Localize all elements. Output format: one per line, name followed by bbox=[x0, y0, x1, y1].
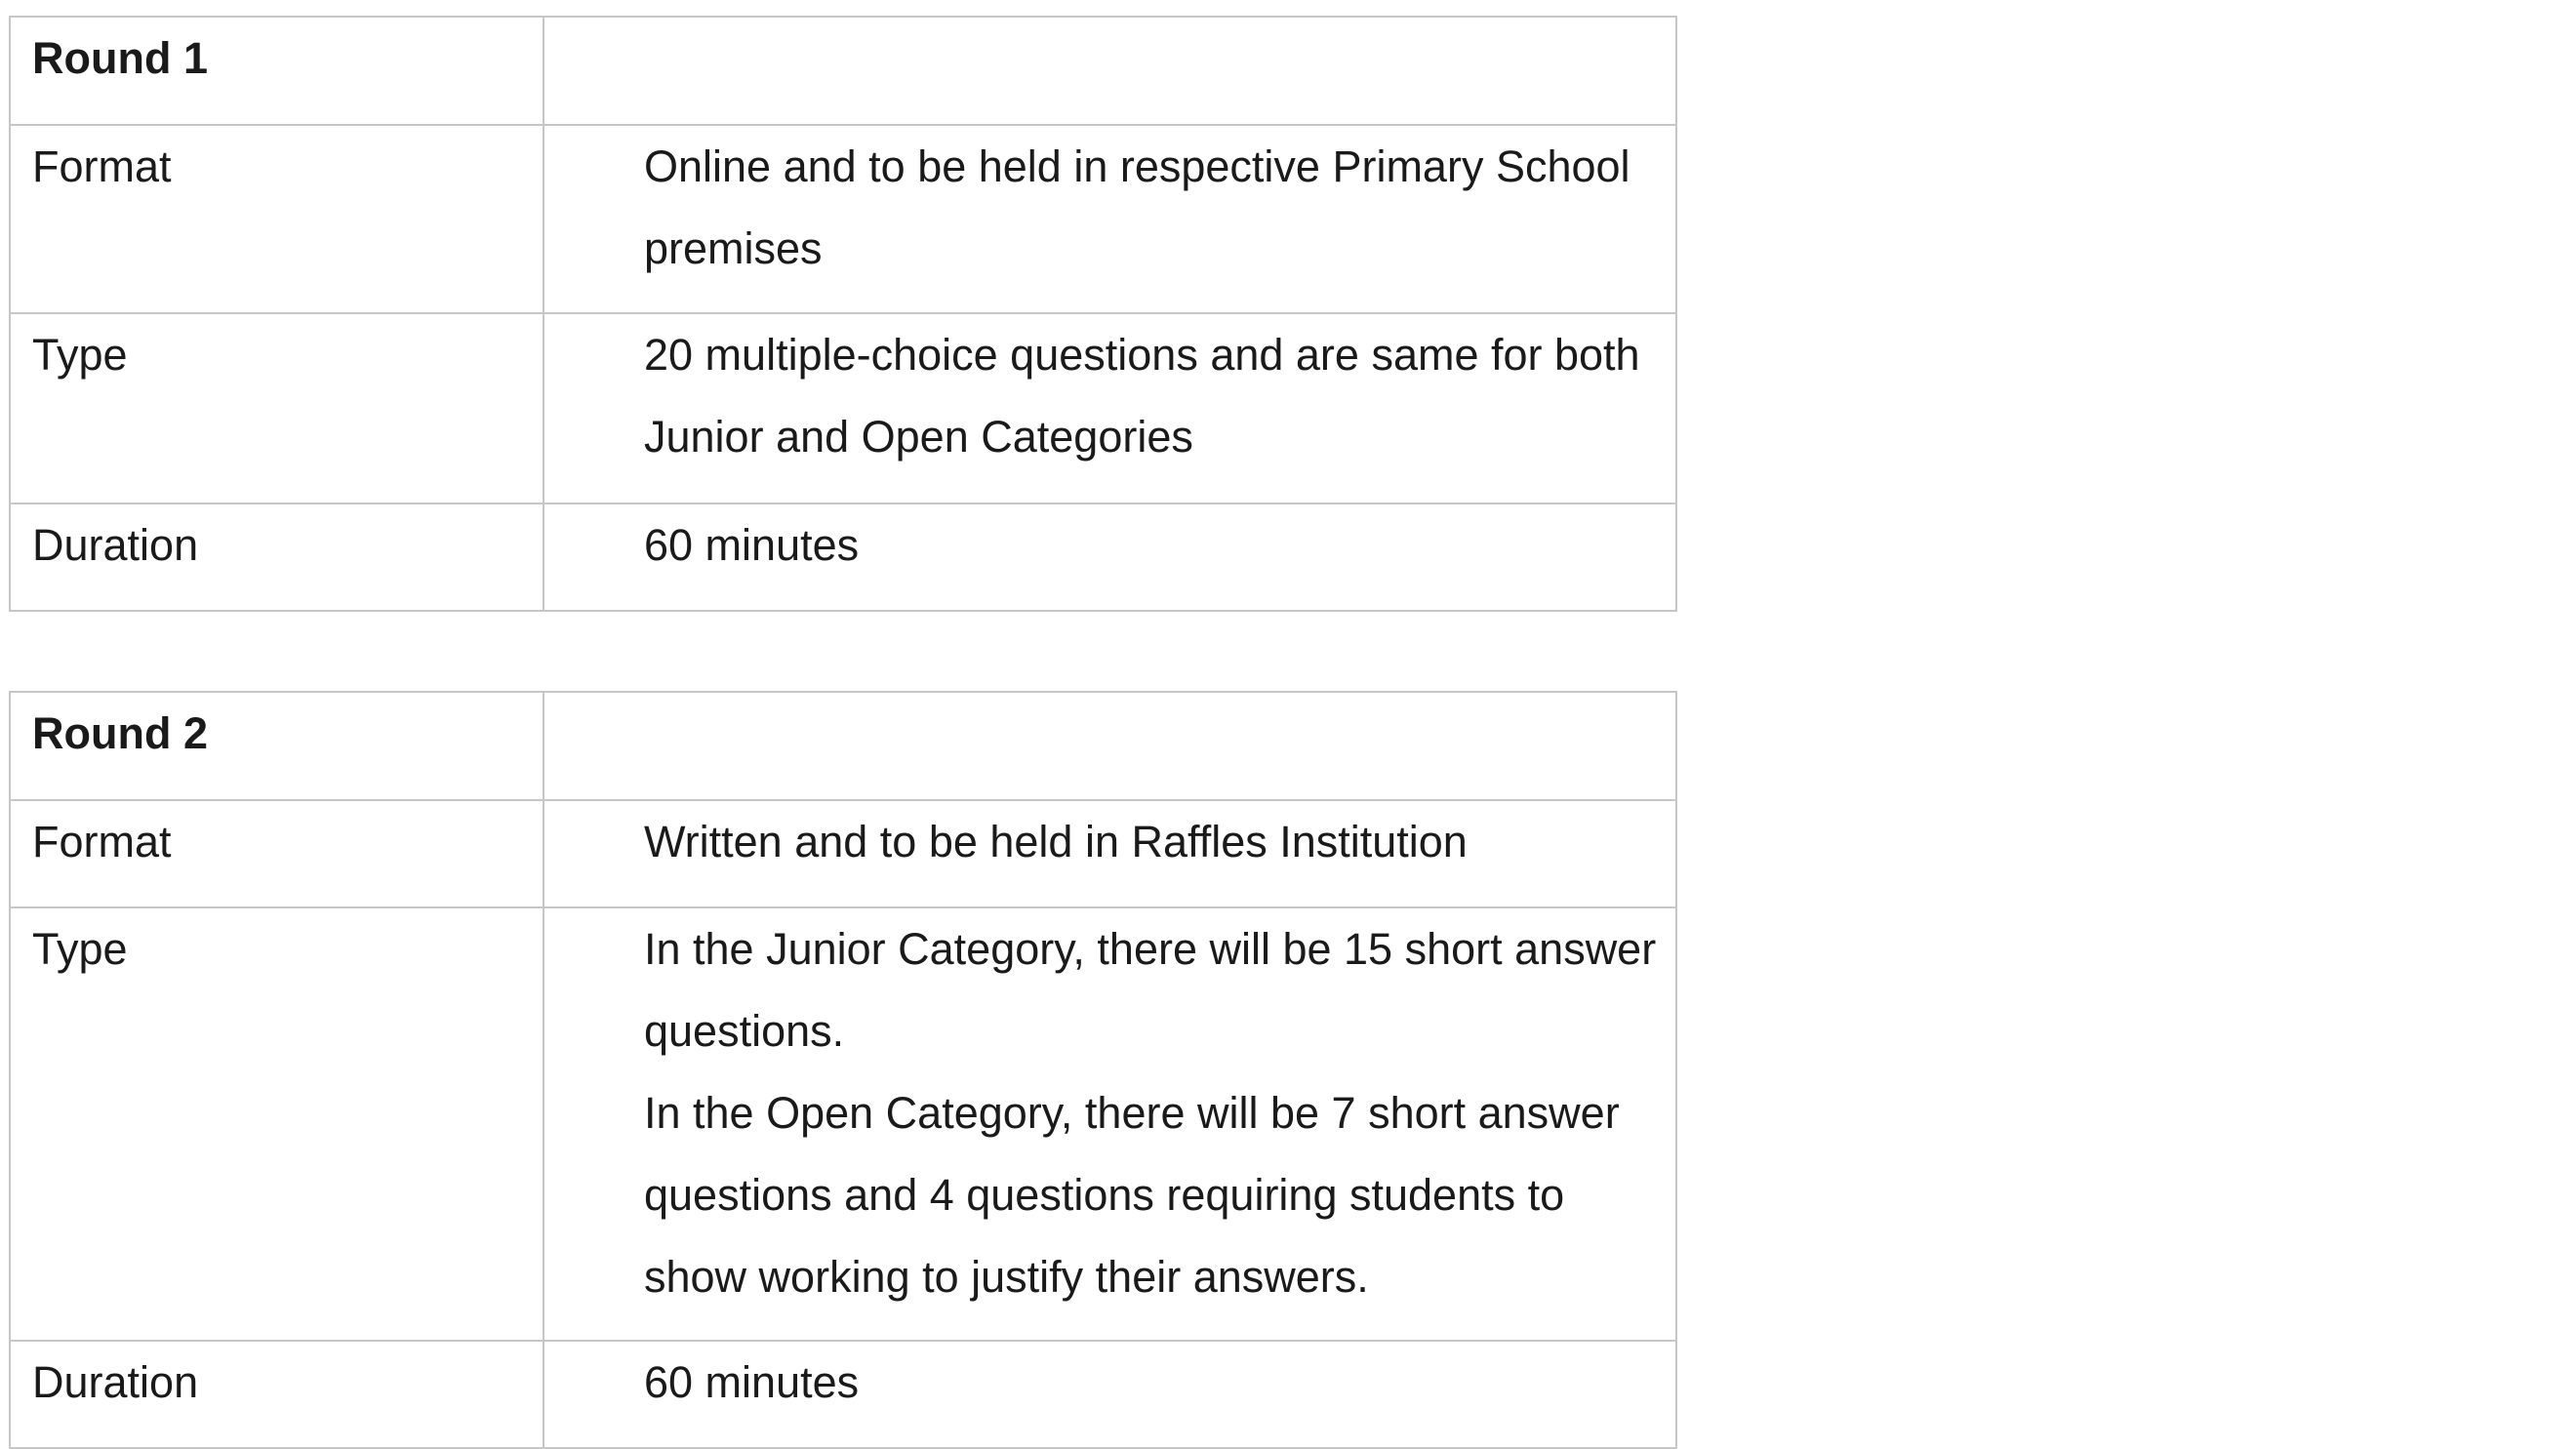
round-heading-cell bbox=[10, 17, 543, 125]
value-cell bbox=[543, 313, 1676, 503]
row-value-format: Written and to be held in Raffles Institution bbox=[644, 817, 1468, 866]
row-label-format: Format bbox=[32, 141, 172, 191]
label-cell bbox=[10, 1341, 543, 1448]
round-heading: Round 1 bbox=[32, 33, 208, 83]
table-row bbox=[10, 692, 1676, 800]
empty-cell bbox=[543, 17, 1676, 125]
value-cell bbox=[543, 503, 1676, 611]
row-value-type-open: In the Open Category, there will be 7 short answer questions and 4 questions requiring students to show working to justify their answers. bbox=[644, 1088, 1620, 1302]
row-label-duration: Duration bbox=[32, 1357, 199, 1407]
round-heading-cell bbox=[10, 692, 543, 800]
table-row bbox=[10, 125, 1676, 313]
row-label-duration: Duration bbox=[32, 520, 199, 570]
value-cell bbox=[543, 125, 1676, 313]
row-label-type: Type bbox=[32, 330, 128, 380]
row-value-duration: 60 minutes bbox=[644, 520, 860, 570]
value-cell bbox=[543, 800, 1676, 907]
table-row bbox=[10, 17, 1676, 125]
row-value-format: Online and to be held in respective Primary School premises bbox=[644, 141, 1630, 273]
label-cell bbox=[10, 907, 543, 1341]
table-row bbox=[10, 313, 1676, 503]
row-label-format: Format bbox=[32, 817, 172, 866]
label-cell bbox=[10, 503, 543, 611]
round-2-table bbox=[9, 691, 1677, 1449]
row-value-duration: 60 minutes bbox=[644, 1357, 860, 1407]
round-heading: Round 2 bbox=[32, 708, 208, 758]
row-label-type: Type bbox=[32, 924, 128, 974]
empty-cell bbox=[543, 692, 1676, 800]
label-cell bbox=[10, 125, 543, 313]
value-cell bbox=[543, 1341, 1676, 1448]
table-row bbox=[10, 1341, 1676, 1448]
table-row bbox=[10, 907, 1676, 1341]
row-value-type-junior: In the Junior Category, there will be 15 short answer questions. bbox=[644, 924, 1657, 1056]
label-cell bbox=[10, 313, 543, 503]
label-cell bbox=[10, 800, 543, 907]
value-cell bbox=[543, 907, 1676, 1341]
row-value-type: 20 multiple-choice questions and are same for both Junior and Open Categories bbox=[644, 330, 1640, 462]
table-row bbox=[10, 503, 1676, 611]
table-row bbox=[10, 800, 1676, 907]
round-1-table bbox=[9, 16, 1677, 612]
